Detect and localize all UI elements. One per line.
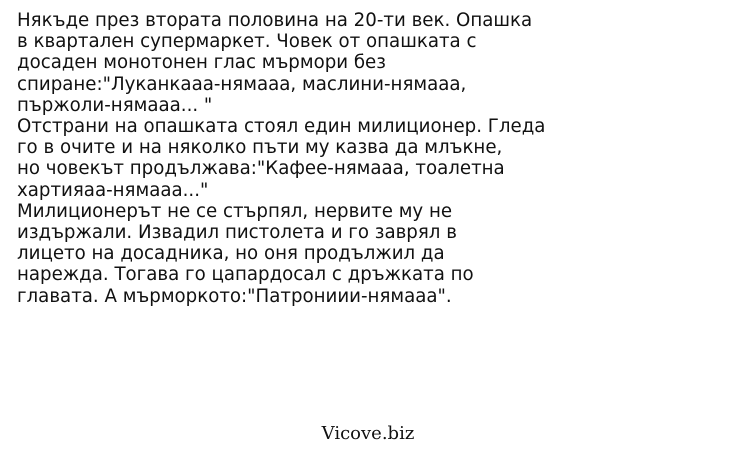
text-line: Отстрани на опашката стоял един милиционер. Гледа	[17, 116, 546, 138]
text-line: но човекът продължава:"Кафее-нямааа, тоалетна	[17, 158, 505, 180]
text-line: главата. А мърморкото:"Патрониии-нямааа".	[17, 285, 452, 307]
text-line: Милиционерът не се стърпял, нервите му не	[17, 200, 453, 222]
text-line: нарежда. Тогава го цапардосал с дръжката по	[17, 264, 474, 286]
site-watermark: Vicove.biz	[321, 423, 415, 444]
text-line: лицето на досадника, но оня продължил да	[17, 243, 445, 265]
text-line: хартияаа-нямааа..."	[17, 179, 209, 201]
text-line: спиране:"Луканкааа-нямааа, маслини-нямааа,	[17, 73, 467, 95]
joke-text	[17, 10, 729, 307]
text-line: досаден монотонен глас мърмори без	[17, 52, 386, 74]
text-line: пържоли-нямааа... "	[17, 94, 213, 116]
text-line: го в очите и на няколко пъти му казва да млъкне,	[17, 137, 503, 159]
text-line: в квартален супермаркет. Човек от опашката с	[17, 31, 477, 53]
text-line: издържали. Извадил пистолета и го заврял в	[17, 222, 457, 244]
text-line: Някъде през втората половина на 20-ти век. Опашка	[17, 10, 533, 31]
